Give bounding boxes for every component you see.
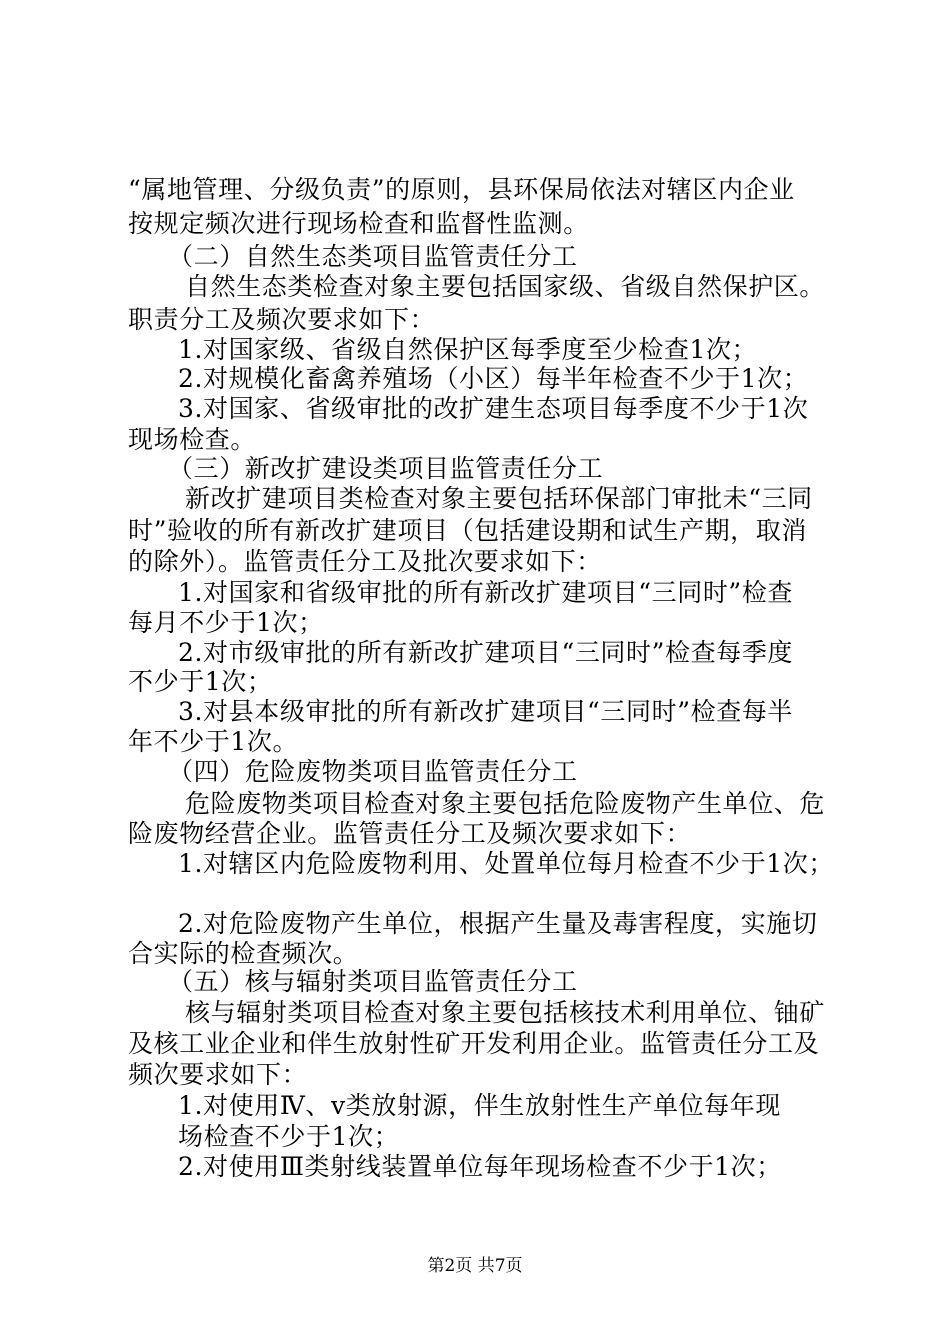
text-line: 合实际的检查频次。 [128, 939, 359, 968]
list-item: 2.对使用Ⅲ类射线装置单位每年现场检查不少于1次； [178, 1152, 782, 1181]
text-line: “属地管理、分级负责”的原则，县环保局依法对辖区内企业 [128, 175, 795, 204]
text-line: 不少于1次； [128, 667, 273, 696]
text-line: 及核工业企业和伴生放射性矿开发利用企业。监管责任分工及 [128, 1029, 820, 1058]
text-line: 新改扩建项目类检查对象主要包括环保部门审批未“三同 [185, 484, 813, 513]
section-heading: （五）核与辐射类项目监管责任分工 [168, 967, 578, 996]
page-footer: 第2页 共7页 [427, 1256, 523, 1276]
section-heading: （三）新改扩建设类项目监管责任分工 [168, 454, 604, 483]
list-item: 2.对规模化畜禽养殖场（小区）每半年检查不少于1次； [178, 364, 809, 393]
list-item: 3.对国家、省级审批的改扩建生态项目每季度不少于1次 [178, 394, 809, 423]
text-line: 按规定频次进行现场检查和监督性监测。 [128, 209, 589, 238]
text-line: 险废物经营企业。监管责任分工及频次要求如下： [128, 819, 692, 848]
list-item: 1.对国家和省级审批的所有新改扩建项目“三同时”检查 [178, 578, 794, 607]
text-line: 每月不少于1次； [128, 608, 324, 637]
section-heading: （二）自然生态类项目监管责任分工 [168, 242, 578, 271]
text-line: 的除外）。监管责任分工及批次要求如下： [128, 547, 602, 576]
text-line: 时”验收的所有新改扩建项目（包括建设期和试生产期，取消 [128, 516, 807, 545]
text-line: 职责分工及频次要求如下： [128, 305, 436, 334]
list-item: 场检查不少于1次； [178, 1122, 400, 1151]
list-item: 2.对市级审批的所有新改扩建项目“三同时”检查每季度 [178, 638, 794, 667]
list-item: 2.对危险废物产生单位，根据产生量及毒害程度，实施切 [178, 909, 818, 938]
list-item: 3.对县本级审批的所有新改扩建项目“三同时”检查每半 [178, 697, 794, 726]
list-item: 1.对使用Ⅳ、v类放射源，伴生放射性生产单位每年现 [178, 1091, 781, 1120]
text-line: 危险废物类项目检查对象主要包括危险废物产生单位、危 [185, 789, 826, 818]
text-line: 年不少于1次。 [128, 727, 299, 756]
text-line: 现场检查。 [128, 425, 257, 454]
list-item: 1.对国家级、省级自然保护区每季度至少检查1次； [178, 335, 758, 364]
section-heading: （四）危险废物类项目监管责任分工 [168, 757, 578, 786]
text-line: 自然生态类检查对象主要包括国家级、省级自然保护区。 [185, 272, 826, 301]
text-line: 频次要求如下： [128, 1060, 308, 1089]
text-line: 核与辐射类项目检查对象主要包括核技术利用单位、铀矿 [185, 998, 826, 1027]
list-item: 1.对辖区内危险废物利用、处置单位每月检查不少于1次； [178, 849, 834, 878]
